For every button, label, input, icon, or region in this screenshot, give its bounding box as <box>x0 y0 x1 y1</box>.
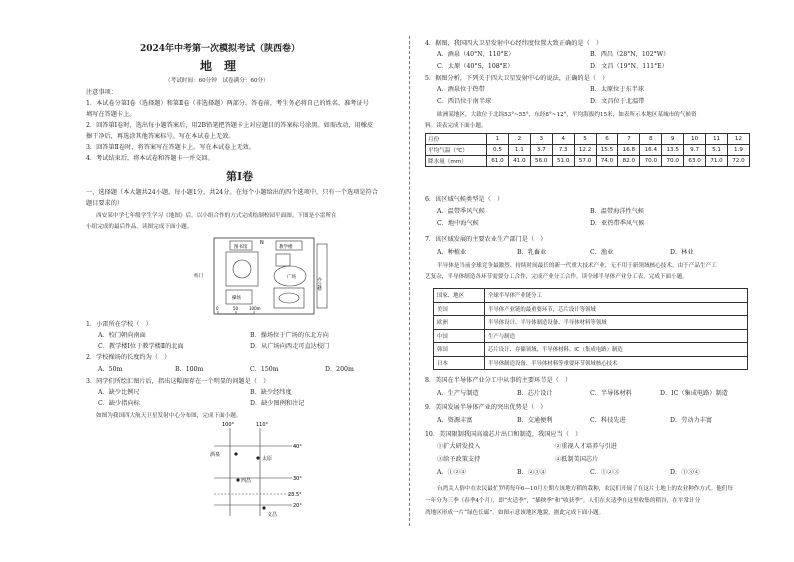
passage: 湾地区形成一片“绿色长廊”。如图示意该地区地貌，据此完成下面小题。 <box>425 510 605 516</box>
option-9b[interactable]: B．交通便利 <box>517 417 553 424</box>
table-cell: 中国 <box>434 329 485 343</box>
table-cell: 月份 <box>426 134 487 145</box>
table-row <box>426 145 750 156</box>
question-3-stem: 3．同学们所绘汇图片后，指出这幅图存在一个明显的问题是（ ） <box>86 378 270 385</box>
option-6c[interactable]: C．地中海气候 <box>437 220 479 227</box>
note-line: 注意事项： <box>86 89 117 96</box>
option-4b[interactable]: B．西昌（28°N，102°W） <box>590 51 670 58</box>
option-9a[interactable]: A．资源丰富 <box>437 417 473 424</box>
lon-label: 110° <box>256 422 269 428</box>
table-cell: 半导体制造设备、半导体材料等重要环节领域核心技术 <box>485 356 748 370</box>
table-cell: 3.7 <box>530 145 552 156</box>
passage: 西安某中学七年级学生学习《地图》后，以小组合作的方式完成绘制校园平面图。下图是小雷所在 <box>96 213 337 219</box>
option-10d[interactable]: D．①③④ <box>670 469 700 476</box>
table-cell: 1 <box>487 134 509 145</box>
table-cell: 5.1 <box>706 145 728 156</box>
scale-label: 0 <box>216 306 219 311</box>
option-4d[interactable]: D．文昌（19°N，111°E） <box>590 63 668 70</box>
question-6-stem: 6．该区域气候类型是（ ） <box>425 196 504 203</box>
lon-label: 100° <box>222 422 235 428</box>
table-cell: 11 <box>706 134 728 145</box>
option-2a[interactable]: A．50m <box>98 366 123 373</box>
table-cell: 61.0 <box>487 156 509 167</box>
table-cell: 72.0 <box>727 156 749 167</box>
table-cell: 韩国 <box>434 343 485 357</box>
campus-north-label: N <box>260 240 264 246</box>
option-5a[interactable]: A．酒泉位于热带 <box>437 86 485 93</box>
table-cell: 51.0 <box>552 156 574 167</box>
table-cell: 8 <box>640 134 662 145</box>
option-9d[interactable]: D．劳动力丰富 <box>670 417 713 424</box>
scale-label: 50 <box>233 306 239 311</box>
lat-label: 40° <box>293 444 302 450</box>
table-cell: 7 <box>618 134 640 145</box>
option-2d[interactable]: D．200m <box>325 366 354 373</box>
launch-sites-map <box>200 420 310 520</box>
table-cell: 9.7 <box>684 145 706 156</box>
table-cell: 16.8 <box>618 145 640 156</box>
option-2c[interactable]: C．150m <box>250 366 279 373</box>
semiconductor-table <box>433 288 748 370</box>
table-cell: 0.5 <box>487 145 509 156</box>
option-9c[interactable]: C．科技先进 <box>590 417 626 424</box>
table-cell: 56.0 <box>530 156 552 167</box>
table-cell: 1.9 <box>727 145 749 156</box>
table-cell: 1.1 <box>508 145 530 156</box>
option-3a[interactable]: A．缺少比例尺 <box>98 389 140 396</box>
option-3d[interactable]: D．缺少图例和注记 <box>250 400 305 407</box>
note-line: 2．回答第Ⅰ卷时，选出每小题答案后，用2B铅笔把答题卡上对应题目的答案标号涂黑。如需改动，用橡皮 <box>86 122 374 129</box>
option-10b[interactable]: B．②③④ <box>517 469 547 476</box>
question-9-stem: 9．美国发展半导体产业的突出优势是（ ） <box>425 404 547 411</box>
table-row <box>434 343 748 357</box>
table-cell: 10 <box>684 134 706 145</box>
question-10-stem: 10．美国限制我国高端芯片出口和制造，我国应当（ ） <box>425 431 582 438</box>
item-10-3: ③给予政策支持 <box>437 456 481 463</box>
site-jiuquan: 酒泉 <box>210 452 221 458</box>
table-cell: 70.0 <box>662 156 684 167</box>
table-cell: 3 <box>530 134 552 145</box>
passage: 半导体是当前全球竞争最激烈、持续时间最长的新一代重大技术产业，无不用于新领域核心技术。由于产品生产工 <box>437 263 717 269</box>
exam-info: （考试时间：60分钟 试卷满分：60分） <box>165 78 269 84</box>
table-cell: 半导体设计、半导体制造设备、半导体材料等领域 <box>485 316 748 330</box>
table-cell: 13.5 <box>662 145 684 156</box>
note-line: 1．本试卷分第Ⅰ卷（选择题）和第Ⅱ卷（非选择题）两部分。答卷前，考生务必将自己的姓名、准考证号 <box>86 100 369 107</box>
campus-office-label: 办公楼 <box>316 277 322 291</box>
scale-label: 100m <box>249 306 261 311</box>
table-cell: 74.0 <box>596 156 618 167</box>
table-cell: 70.0 <box>640 156 662 167</box>
lat-label: 30° <box>293 476 302 482</box>
option-1d[interactable]: D．从广场向西走可直达校门 <box>250 343 330 350</box>
table-cell: 半导体产业链的最重要环节，芯片设计等领域 <box>485 302 748 316</box>
column-divider <box>409 36 410 526</box>
question-1-stem: 1．小雷所在学校（ ） <box>86 321 152 328</box>
table-cell: 欧洲 <box>434 316 485 330</box>
table-cell: 国家、地区 <box>434 289 485 303</box>
table-row <box>434 316 748 330</box>
table-row <box>426 156 750 167</box>
option-2b[interactable]: B．100m <box>175 366 204 373</box>
option-1b[interactable]: B．操场位于广场的东北方向 <box>250 332 329 339</box>
section-intro: 题目要求的） <box>86 200 124 207</box>
table-cell: 41.0 <box>508 156 530 167</box>
table-cell: 6 <box>596 134 618 145</box>
option-4a[interactable]: A．酒泉（40°N，110°E） <box>437 51 515 58</box>
climate-table <box>425 133 750 167</box>
question-2-stem: 2．学校操场的长度约为（ ） <box>86 354 171 361</box>
option-3b[interactable]: B．缺少经纬度 <box>250 389 292 396</box>
option-10c[interactable]: C．①②③ <box>590 469 620 476</box>
passage: 料。读表完成下面小题。 <box>425 123 487 129</box>
passage: 一年分为三季（春季4个月），即“火适季”，“插秧季”和“收获季”。人们在火适季在这里收集的稻谷，在平常计分 <box>425 498 701 504</box>
question-4-stem: 4．据图，我国四大卫星发射中心经纬度位置大致正确的是（ ） <box>425 40 603 47</box>
campus-map <box>190 232 340 318</box>
exam-title: 2024年中考第一次模拟考试（陕西卷） <box>140 44 301 54</box>
table-row <box>434 302 748 316</box>
site-taiyuan: 太原 <box>262 456 273 462</box>
table-cell: 5 <box>574 134 596 145</box>
option-3c[interactable]: C．缺少指向标 <box>98 400 140 407</box>
table-cell: 82.0 <box>618 156 640 167</box>
site-wenchang: 文昌 <box>267 512 278 518</box>
passage: 如图为我国四大航天卫星发射中心分布图，完成下面小题。 <box>96 413 242 419</box>
campus-gate-label: 校门 <box>194 274 203 279</box>
question-5-stem: 5．据图分析，下列关于四大卫星发射中心的说法，正确的是（ ） <box>425 75 609 82</box>
option-5c[interactable]: C．西昌位于南半球 <box>437 98 492 105</box>
section-title: 第Ⅰ卷 <box>226 170 254 183</box>
option-8c[interactable]: C．半导体材料 <box>590 390 632 397</box>
note-line: 3．回答第Ⅱ卷时，将答案写在答题卡上。写在本试卷上无效。 <box>86 144 256 151</box>
table-cell: 4 <box>552 134 574 145</box>
table-row <box>426 134 750 145</box>
table-cell: 芯片设计、存储领域、半导体材料、IC（集成电路）制造 <box>485 343 748 357</box>
table-cell: 美国 <box>434 302 485 316</box>
site-xichang: 西昌 <box>241 478 252 484</box>
subject-title: 地 理 <box>200 59 237 73</box>
option-8d[interactable]: D．IC（集成电路）制造 <box>660 390 728 397</box>
note-line: 擦干净后，再选涂其他答案标号。写在本试卷上无效。 <box>86 133 235 140</box>
option-6b[interactable]: B．温带海洋性气候 <box>590 208 645 215</box>
table-cell: 全球半导体产业链分工 <box>485 289 748 303</box>
section-intro: 一、选择题（本大题共24小题，每小题1分，共24分。在每个小题给出的四个选项中，只有一个选项是符合 <box>86 189 378 196</box>
item-10-4: ④抵制美国芯片 <box>555 456 599 463</box>
lat-label: 20° <box>293 503 302 509</box>
option-5d[interactable]: D．文昌位于北温带 <box>590 98 645 105</box>
passage: 小组完成的最后作品。读图完成下面小题。 <box>86 224 193 230</box>
table-cell: 降水量（mm） <box>426 156 487 167</box>
question-8-stem: 8．美国在半导体产业分工中从事的主要环节是（ ） <box>425 377 572 384</box>
table-cell: 16.4 <box>640 145 662 156</box>
table-row <box>434 329 748 343</box>
option-8a[interactable]: A．生产与制造 <box>437 390 479 397</box>
option-7d[interactable]: D．林业 <box>670 249 694 256</box>
table-cell: 生产与制造 <box>485 329 748 343</box>
item-10-2: ②重视人才培养与引进 <box>555 443 617 450</box>
option-1c[interactable]: C．教学楼Ⅰ位于教学楼Ⅱ的北面 <box>98 343 184 350</box>
table-cell: 日本 <box>434 356 485 370</box>
question-7-stem: 7．该区域发展的主要农业生产部门是（ ） <box>425 236 547 243</box>
passage: 欧洲某地区，大致位于北纬53°~55°，东经8°~12°，平均海拔约15米，如表所示本地区某城市的气候资 <box>437 112 697 118</box>
option-8b[interactable]: B．芯片设计 <box>517 390 553 397</box>
table-row <box>434 356 748 370</box>
note-line: 填写在答题卡上。 <box>86 111 136 118</box>
table-cell: 平均气温（℃） <box>426 145 487 156</box>
option-10a[interactable]: A．①②④ <box>437 469 467 476</box>
table-cell: 9 <box>662 134 684 145</box>
option-6d[interactable]: D．亚热带季风气候 <box>590 220 645 227</box>
campus-teaching-label: 教学楼 <box>279 245 293 250</box>
campus-playground-label: 操场 <box>232 296 241 301</box>
passage: 艺复杂，半导体制造各环节需要分工合作，完成产业分工合作。读全球半导体产业分工表，完成下面小题。 <box>425 274 688 280</box>
campus-plaza-label: 广场 <box>287 275 296 280</box>
table-cell: 2 <box>508 134 530 145</box>
option-7c[interactable]: C．渔业 <box>590 249 614 256</box>
table-cell: 57.0 <box>574 156 596 167</box>
table-cell: 71.0 <box>706 156 728 167</box>
table-cell: 7.3 <box>552 145 574 156</box>
option-4c[interactable]: C．太原（40°S，108°E） <box>437 63 514 70</box>
option-6a[interactable]: A．温带季风气候 <box>437 208 485 215</box>
table-cell: 63.0 <box>684 156 706 167</box>
table-row <box>434 289 748 303</box>
item-10-1: ①扩大研发投入 <box>437 443 481 450</box>
option-7b[interactable]: B．乳畜业 <box>517 249 547 256</box>
campus-library-label: 图书馆 <box>234 245 248 250</box>
option-5b[interactable]: B．太原位于东半球 <box>590 86 645 93</box>
option-7a[interactable]: A．种植业 <box>437 249 467 256</box>
lat-label: 23.5° <box>288 492 302 498</box>
note-line: 4．考试结束后，将本试卷和答题卡一并交回。 <box>86 155 214 162</box>
table-cell: 15.5 <box>596 145 618 156</box>
option-1a[interactable]: A．校门朝向南面 <box>98 332 146 339</box>
table-cell: 12.2 <box>574 145 596 156</box>
passage: 台湾关人俗中在农民最忙罗明每年6—10月左期左该地方稻的栽种，农民们开展了在这片土地上的农业种作方式。他们每 <box>437 486 733 492</box>
table-cell: 12 <box>727 134 749 145</box>
